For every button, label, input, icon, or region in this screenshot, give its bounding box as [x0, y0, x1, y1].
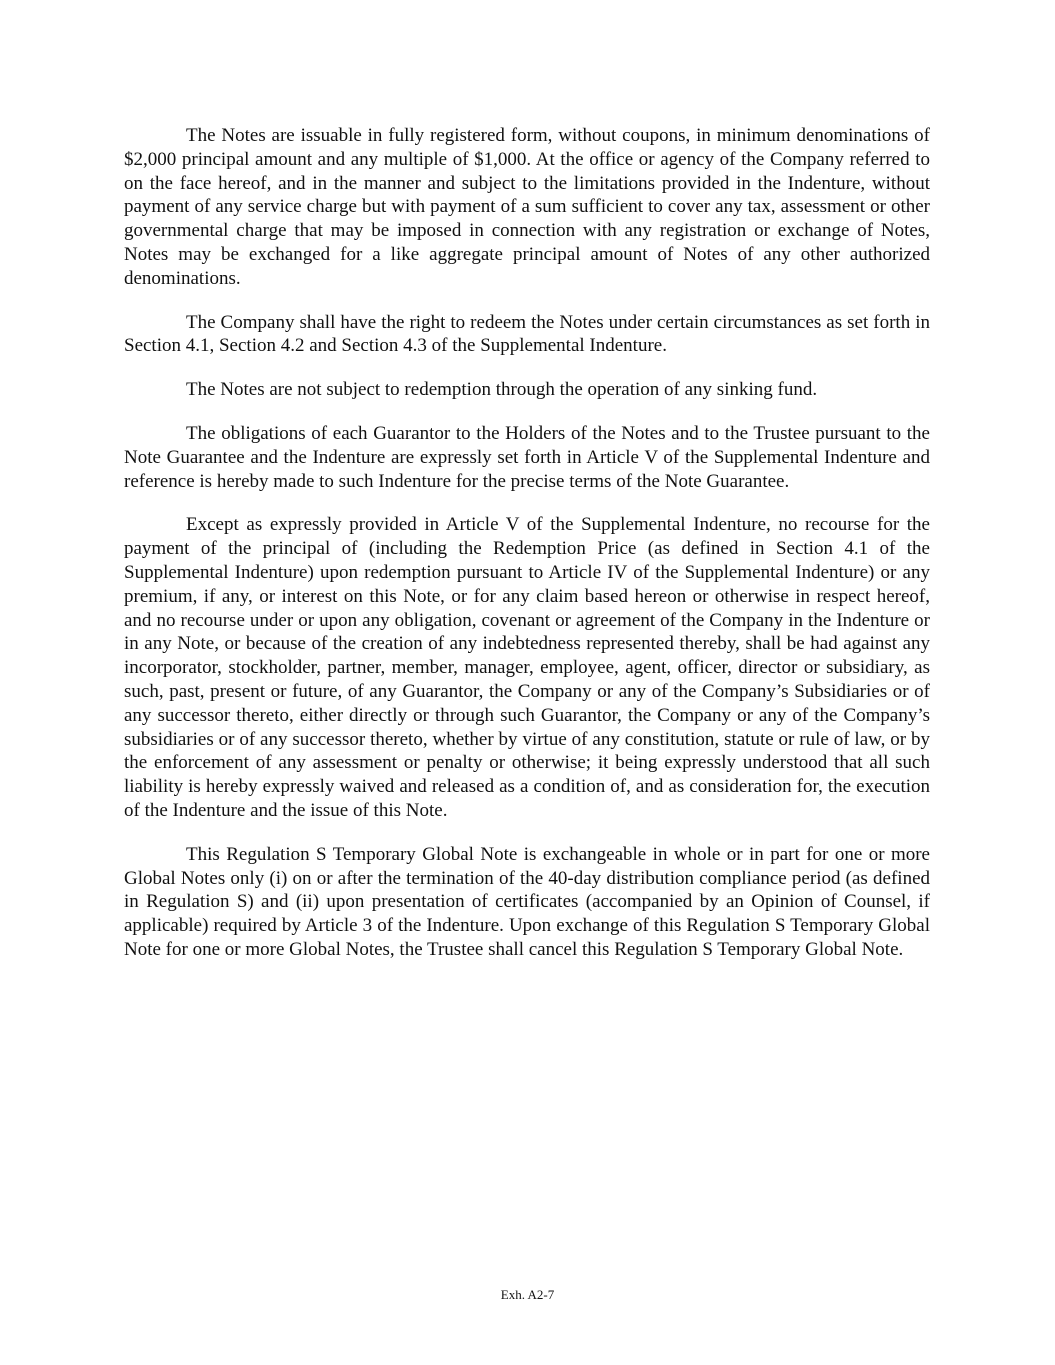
page-footer: Exh. A2-7 — [500, 1287, 555, 1302]
paragraph-no-recourse: Except as expressly provided in Article V of the Supplemental Indenture, no recourse for the payment of the principal of (including the Redemption Price (as defined in Section 4.1 of the Supplemental Indenture) upon redemption pursuant to Article IV of the Supplemental Indenture) or any premium, if any, or interest on this Note, or for any claim based hereon or otherwise in respect hereof, and no recourse under or upon any obligation, covenant or agreement of the Company in the Indenture or in any Note, or because of the creation of any indebtedness represented thereby, shall be had against any incorporator, stockholder, partner, member, manager, employee, agent, officer, director or subsidiary, as such, past, present or future, of any Guarantor, the Company or any of the Company’s Subsidiaries or of any successor thereto, either directly or through such Guarantor, the Company or any of the Company’s subsidiaries or of any successor thereto, whether by virtue of any constitution, statute or rule of law, or by the enforcement of any assessment or penalty or otherwise; it being expressly understood that all such liability is hereby expressly waived and released as a condition of, and as consideration for, the execution of the Indenture and the issue of this Note. — [124, 514, 930, 821]
document-body — [124, 124, 930, 982]
paragraph-sinking-fund: The Notes are not subject to redemption through the operation of any sinking fund. — [186, 379, 818, 401]
paragraph-guarantor-obligations: The obligations of each Guarantor to the Holders of the Notes and to the Trustee pursuant to the Note Guarantee and the Indenture are expressly set forth in Article V of the Supplemental Indenture and reference is hereby made to such Indenture for the precise terms of the Note Guarantee. — [124, 422, 930, 492]
paragraph-exchange-global-note: This Regulation S Temporary Global Note is exchangeable in whole or in part for one or more Global Notes only (i) on or after the termination of the 40-day distribution compliance period (as defined in Regulation S) and (ii) upon presentation of certificates (accompanied by an Opinion of Counsel, if applicable) required by Article 3 of the Indenture. Upon exchange of this Regulation S Temporary Global Note for one or more Global Notes, the Trustee shall cancel this Regulation S Temporary Global Note. — [124, 843, 930, 960]
paragraph-note-denominations: The Notes are issuable in fully registered form, without coupons, in minimum denominations of $2,000 principal amount and any multiple of $1,000. At the office or agency of the Company referred to on the face hereof, and in the manner and subject to the limitations provided in the Indenture, without payment of any service charge but with payment of a sum sufficient to cover any tax, assessment or other governmental charge that may be imposed in connection with any registration or exchange of Notes, Notes may be exchanged for a like aggregate principal amount of Notes of any other authorized denominations. — [124, 125, 930, 289]
paragraph-redemption-right: The Company shall have the right to redeem the Notes under certain circumstances as set forth in Section 4.1, Section 4.2 and Section 4.3 of the Supplemental Indenture. — [124, 311, 930, 357]
